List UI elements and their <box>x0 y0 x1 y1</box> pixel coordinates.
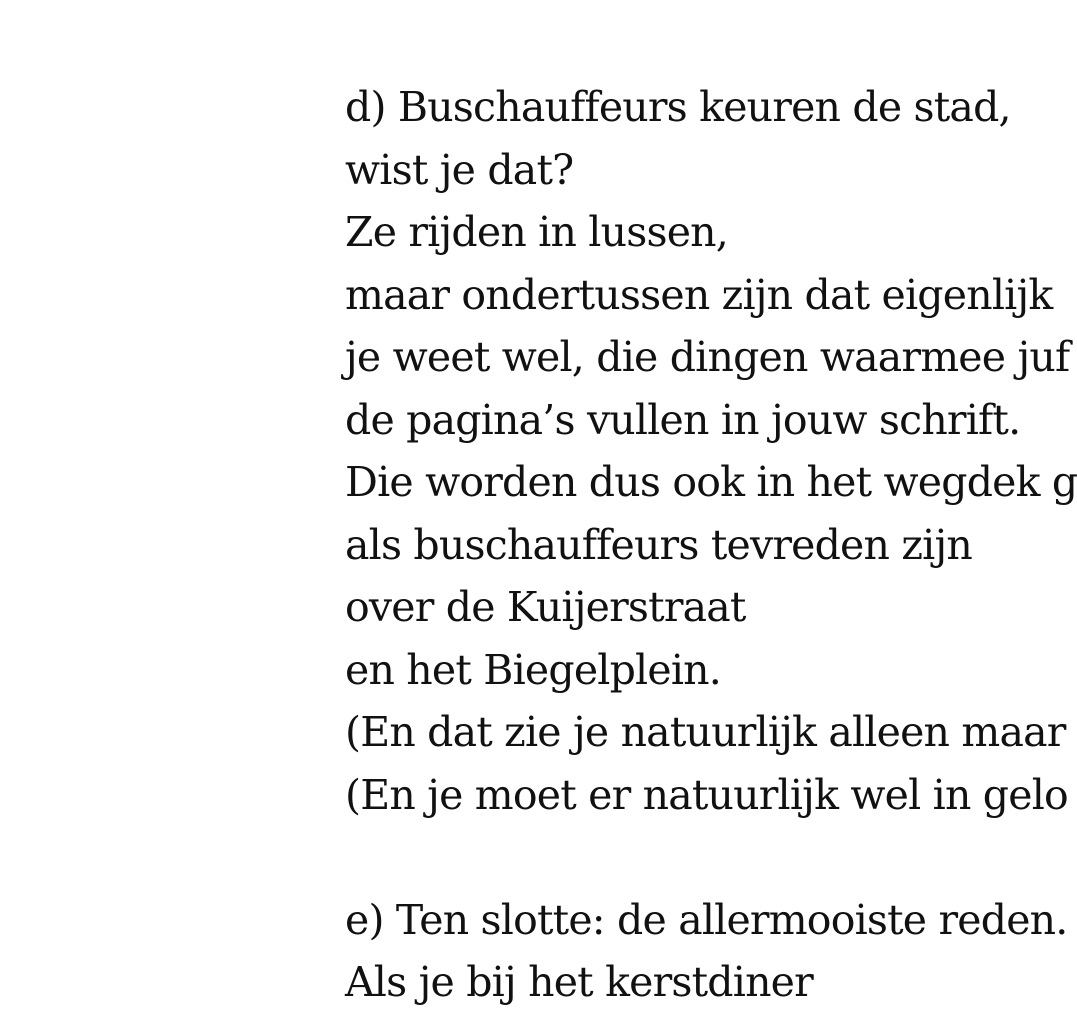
poem-line: Ze rijden in lussen, <box>345 208 729 256</box>
poem-line: Die worden dus ook in het wegdek g <box>345 458 1077 506</box>
poem-line: je weet wel, die dingen waarmee juf <box>345 333 1070 381</box>
poem-line: en het Biegelplein. <box>345 645 721 694</box>
poem-line: (En dat zie je natuurlijk alleen maar <box>345 708 1066 756</box>
poem-line: (En je moet er natuurlijk wel in gelo <box>345 770 1068 819</box>
poem-line: e) Ten slotte: de allermooiste reden. <box>345 895 1068 944</box>
stanza-break <box>345 826 1077 889</box>
poem-line: Als je bij het kerstdiner <box>345 958 813 1006</box>
poem-line: als buschauffeurs tevreden zijn <box>345 520 972 569</box>
poem-line: wist je dat? <box>345 145 574 194</box>
poem-line: maar ondertussen zijn dat eigenlijk <box>345 270 1053 319</box>
poem-line: d) Buschauffeurs keuren de stad, <box>345 83 1011 131</box>
poem-text-block <box>345 76 1077 1014</box>
poem-line: de pagina’s vullen in jouw schrift. <box>345 395 1021 444</box>
poem-line: over de Kuijerstraat <box>345 583 746 631</box>
